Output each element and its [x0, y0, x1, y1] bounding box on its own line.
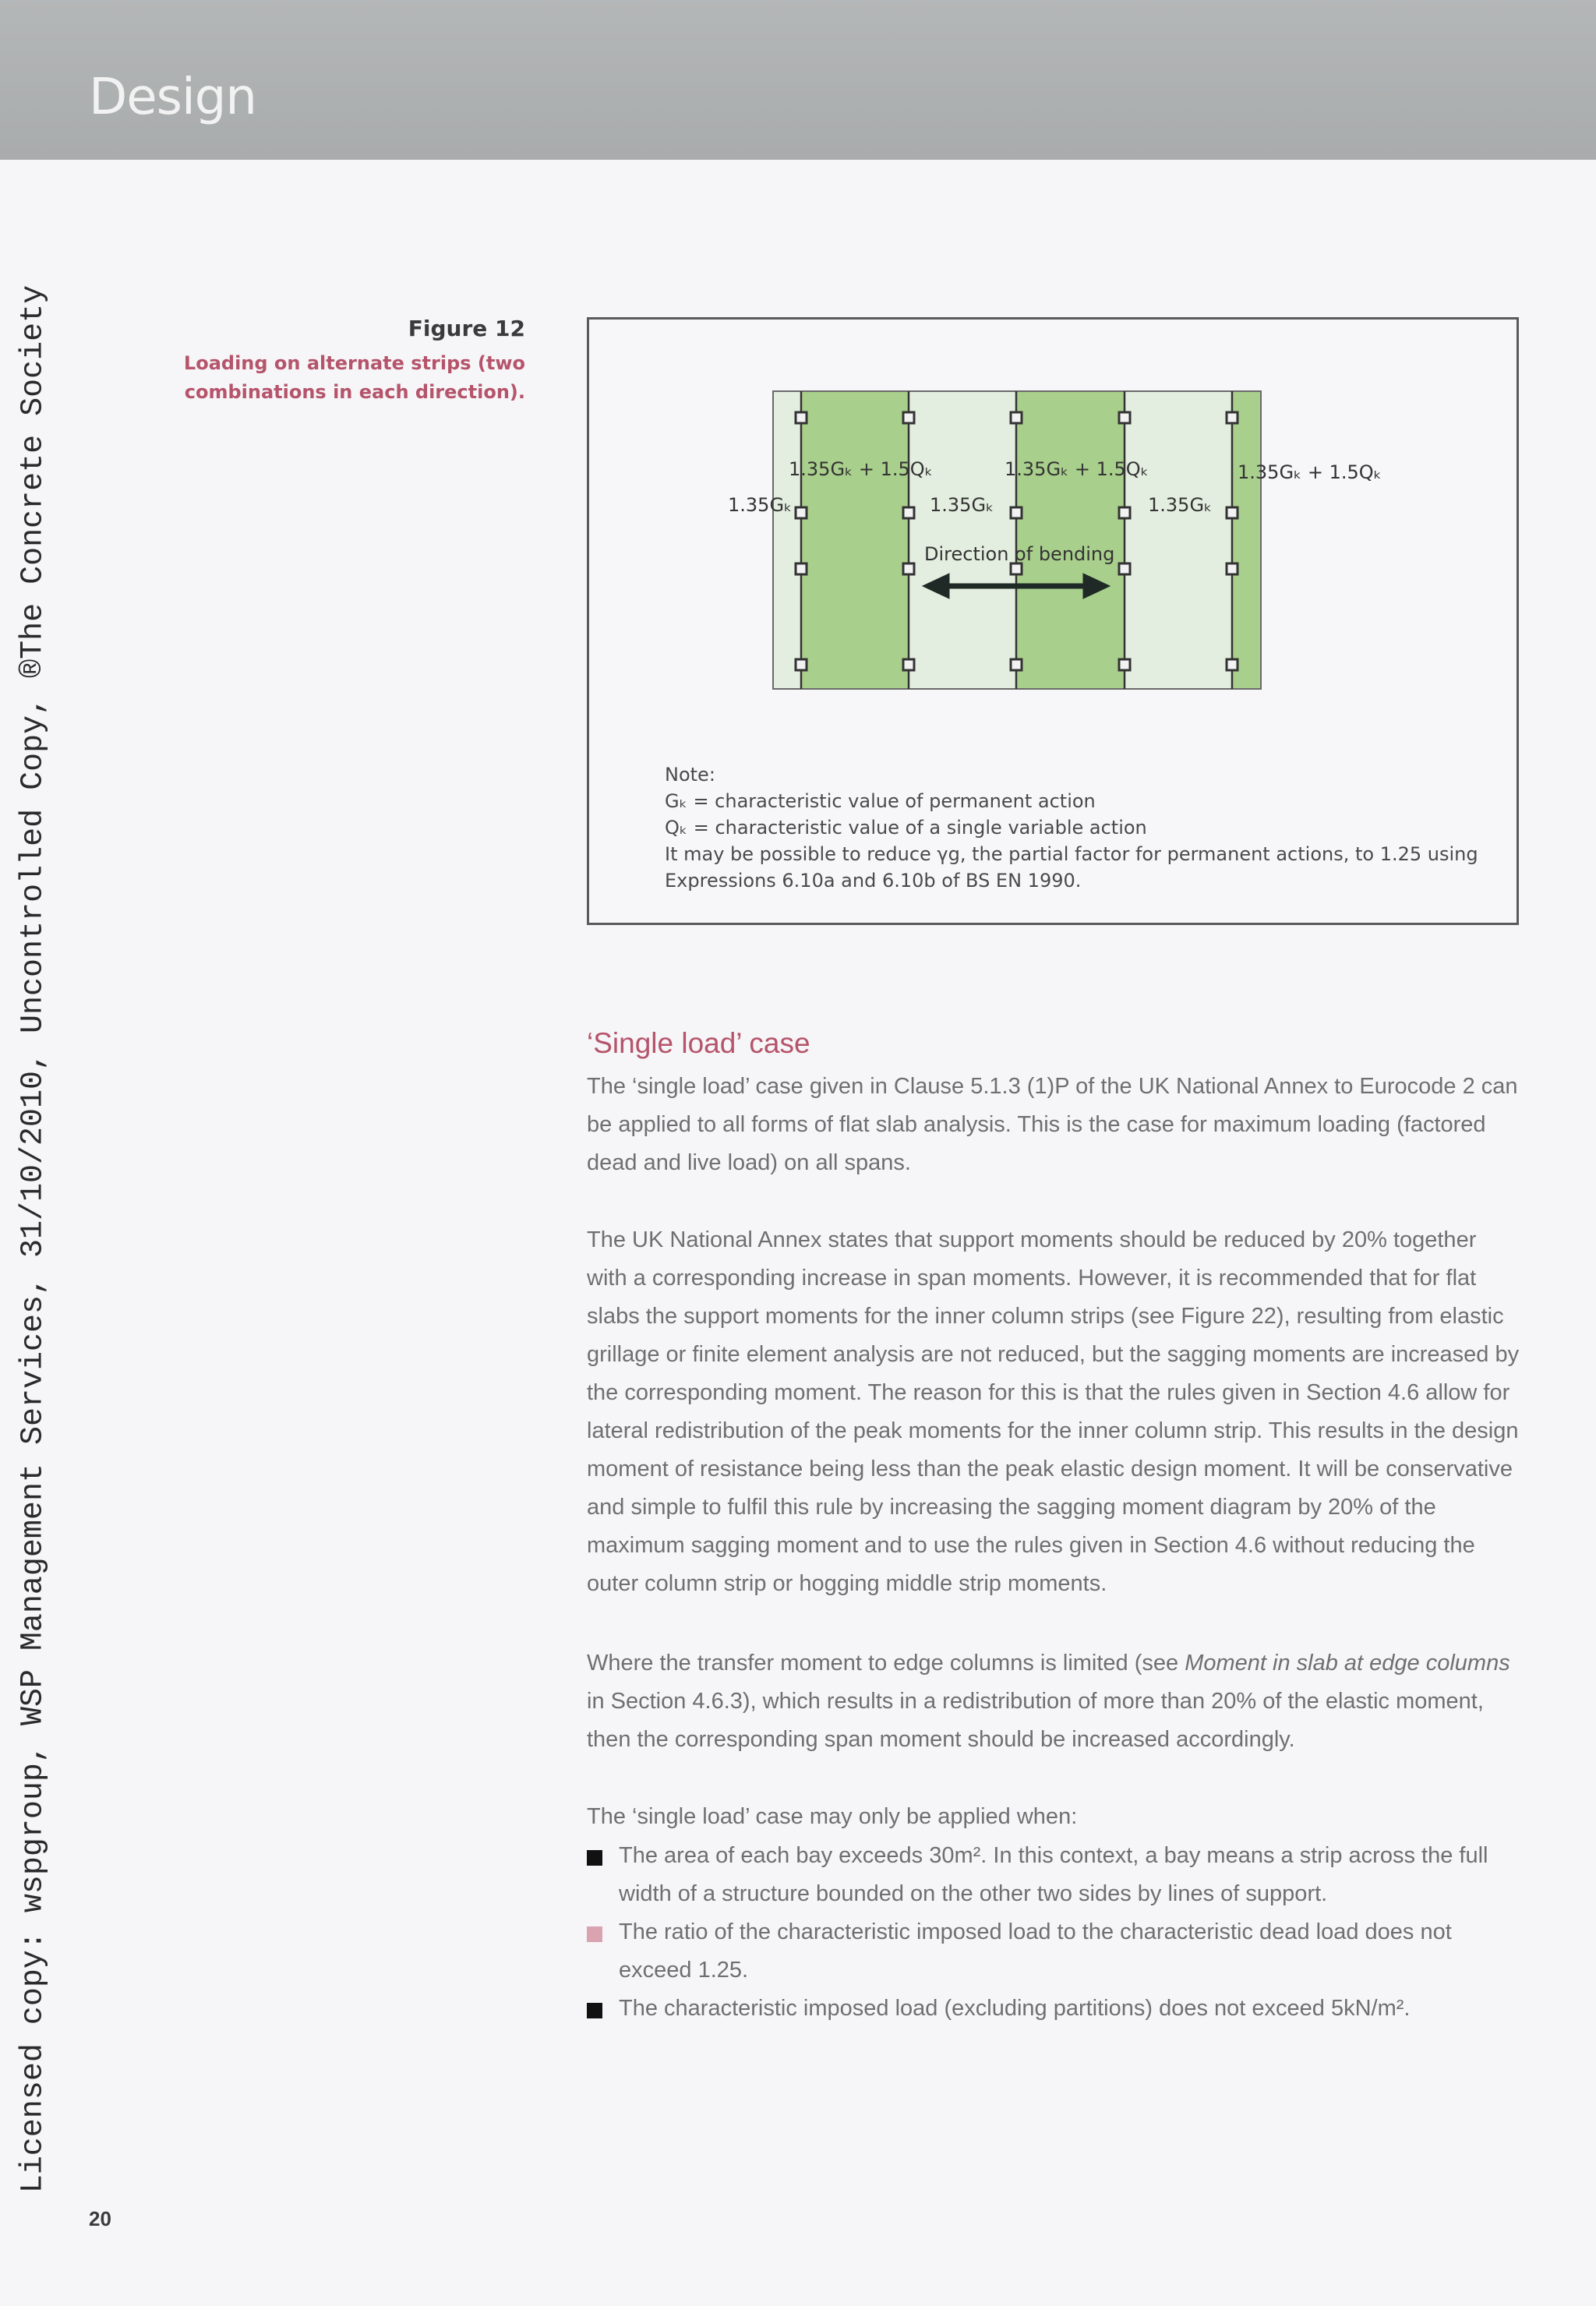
paragraph-2: The UK National Annex states that support moments should be reduced by 20% together with a corresponding increase in span moments. However, it is recommended that for flat slabs the support moments for the inner column strips (see Figure 22), resulting from elastic grillage or finite element analysis are not reduced, but the sagging moments are increased by the corresponding moment. The reason for this is that the rules given in Section 4.6 allow for lateral redistribution of the peak moments for the inner column strip. This results in the design moment of resistance being less than the peak elastic design moment. It will be conservative and simple to fulfil this rule by increasing the sagging moment diagram by 20% of the maximum sagging moment and to use the rules given in Section 4.6 without reducing the outer column strip or hogging middle strip moments. — [587, 1227, 1520, 1596]
list-item — [587, 1990, 1522, 2028]
conditions-list — [587, 1837, 1522, 2028]
note-heading: Note: — [665, 764, 715, 786]
note-line-1: Gₖ = characteristic value of permanent action — [665, 790, 1096, 812]
page-section-title: Design — [89, 69, 256, 126]
strip-loaded-2 — [1016, 391, 1125, 689]
strip-unloaded-3 — [1125, 391, 1232, 689]
label-loaded-2: 1.35Gₖ + 1.5Qₖ — [1005, 458, 1149, 480]
note-line-3: It may be possible to reduce γg, the partial factor for permanent actions, to 1.25 using — [665, 843, 1478, 865]
license-watermark-text: Licensed copy: wspgroup, WSP Management Services, 31/10/2010, Uncontrolled Copy, ®The Concrete Society — [16, 284, 51, 2194]
figure-caption: Loading on alternate strips (two combinations in each direction). — [183, 352, 525, 403]
label-dead-1: 1.35Gₖ — [728, 494, 793, 516]
list-item-text: The ratio of the characteristic imposed load to the characteristic dead load does not exceed 1.25. — [619, 1919, 1452, 1983]
label-loaded-1: 1.35Gₖ + 1.5Qₖ — [789, 458, 933, 480]
strip-loaded-3 — [1232, 391, 1261, 689]
paragraph-3-text-a: Where the transfer moment to edge columns is limited (see — [587, 1651, 1185, 1676]
figure-12 — [587, 317, 1519, 925]
section-heading: ‘Single load’ case — [587, 1027, 810, 1059]
strip-unloaded-left — [773, 391, 801, 689]
paragraph-4: The ‘single load’ case may only be applied when: — [587, 1804, 1078, 1829]
bullet-icon — [587, 1926, 602, 1942]
list-item-text: The characteristic imposed load (excluding partitions) does not exceed 5kN/m². — [619, 1996, 1411, 2021]
figure-note — [665, 761, 1478, 894]
direction-label: Direction of bending — [924, 543, 1115, 565]
label-loaded-3: 1.35Gₖ + 1.5Qₖ — [1238, 461, 1382, 483]
label-dead-3: 1.35Gₖ — [1148, 494, 1213, 516]
bullet-icon — [587, 2003, 602, 2018]
strip-unloaded-2 — [909, 391, 1016, 689]
paragraph-3 — [587, 1644, 1522, 1759]
note-line-4: Expressions 6.10a and 6.10b of BS EN 1990. — [665, 870, 1082, 892]
bullet-icon — [587, 1850, 602, 1866]
figure-label — [58, 316, 525, 407]
paragraph-3-italic: Moment in slab at edge columns — [1185, 1651, 1510, 1676]
paragraph-3-text-b: in Section 4.6.3), which results in a redistribution of more than 20% of the elastic moment, then the corresponding span moment should be increased accordingly. — [587, 1689, 1484, 1752]
paragraph-1: The ‘single load’ case given in Clause 5.1.3 (1)P of the UK National Annex to Eurocode 2 can be applied to all forms of flat slab analysis. This is the case for maximum loading (factored dead and live load) on all spans. — [587, 1074, 1518, 1175]
figure-number: Figure 12 — [408, 316, 525, 341]
strip-loaded-1 — [801, 391, 909, 689]
label-dead-2: 1.35Gₖ — [930, 494, 994, 516]
note-line-2: Qₖ = characteristic value of a single variable action — [665, 817, 1147, 839]
list-item-text: The area of each bay exceeds 30m². In this context, a bay means a strip across the full width of a structure bounded on the other two sides by lines of support. — [619, 1843, 1488, 1906]
list-item — [587, 1913, 1522, 1990]
list-item — [587, 1837, 1522, 1913]
page-number: 20 — [89, 2207, 111, 2230]
license-watermark — [0, 0, 62, 2306]
